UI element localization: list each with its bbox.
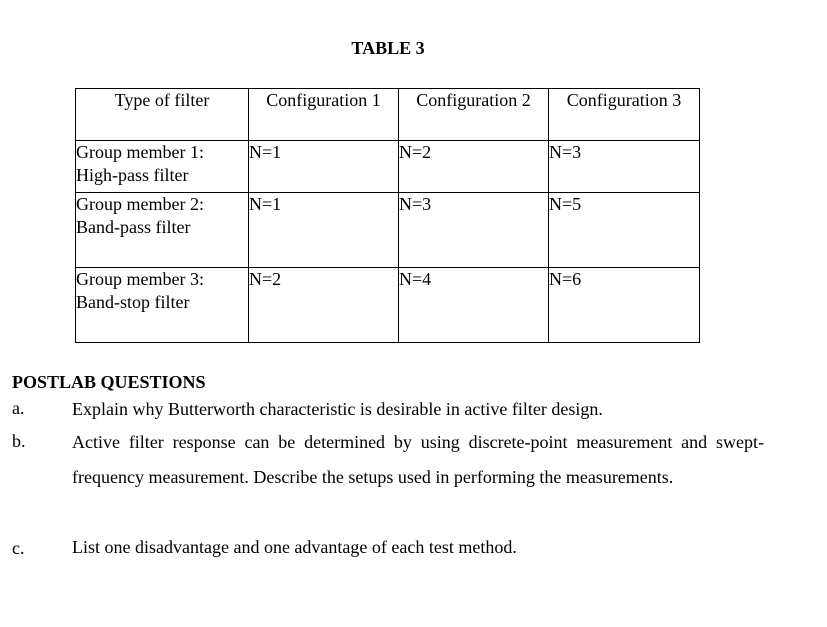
question-label: c.	[12, 538, 25, 558]
filter-name: Band-stop filter	[76, 292, 190, 312]
config-1-value: N=1	[249, 193, 399, 268]
config-1-value: N=1	[249, 141, 399, 193]
header-configuration-3: Configuration 3	[549, 89, 700, 141]
postlab-heading: POSTLAB QUESTIONS	[12, 372, 206, 392]
config-2-value: N=4	[399, 268, 549, 343]
header-configuration-2: Configuration 2	[399, 89, 549, 141]
table-row	[76, 193, 700, 268]
config-2-value: N=2	[399, 141, 549, 193]
config-3-value: N=6	[549, 268, 700, 343]
question-label: a.	[12, 398, 25, 418]
table-row	[76, 141, 700, 193]
question-text: Explain why Butterworth characteristic is desirable in active filter design.	[72, 399, 603, 419]
filter-type-cell	[76, 141, 249, 193]
table-row	[76, 268, 700, 343]
config-3-value: N=3	[549, 141, 700, 193]
header-configuration-1: Configuration 1	[249, 89, 399, 141]
table-title: TABLE 3	[351, 38, 425, 58]
filter-type-cell	[76, 268, 249, 343]
group-member-label: Group member 3:	[76, 269, 204, 289]
group-member-label: Group member 1:	[76, 142, 204, 162]
table-header-row	[76, 89, 700, 141]
filter-name: High-pass filter	[76, 165, 189, 185]
question-text: Active filter response can be determined by using discrete-point measurement and swept-frequency measurement. Describe the setups used in performing the measurements.	[72, 432, 764, 487]
filter-type-cell	[76, 193, 249, 268]
question-label: b.	[12, 431, 26, 451]
filter-configuration-table	[75, 88, 700, 343]
config-3-value: N=5	[549, 193, 700, 268]
question-text: List one disadvantage and one advantage of each test method.	[72, 537, 517, 557]
group-member-label: Group member 2:	[76, 194, 204, 214]
header-type-of-filter: Type of filter	[76, 89, 249, 141]
filter-name: Band-pass filter	[76, 217, 191, 237]
config-2-value: N=3	[399, 193, 549, 268]
config-1-value: N=2	[249, 268, 399, 343]
